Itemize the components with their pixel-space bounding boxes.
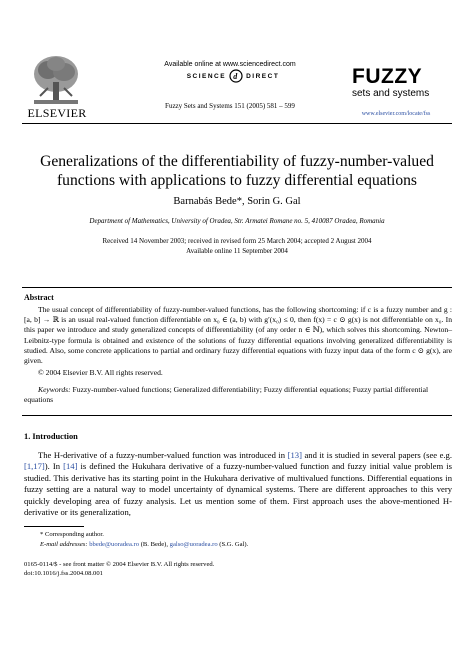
corresponding-author-note: * Corresponding author. (40, 531, 104, 538)
title-rule (22, 287, 452, 288)
keywords-list: Fuzzy-number-valued functions; Generalized differentiability; Fuzzy differential equations; Fuzzy partial differential equations (24, 385, 429, 405)
header-rule (22, 123, 452, 124)
journal-citation: Fuzzy Sets and Systems 151 (2005) 581 – 599 (165, 102, 295, 110)
publisher-name: ELSEVIER (27, 106, 87, 120)
paper-title: Generalizations of the differentiability of fuzzy-number-valued functions with applications to fuzzy differential equations (40, 153, 434, 189)
introduction-paragraph (24, 450, 452, 518)
email-owner-bede: (B. Bede), (139, 541, 170, 548)
keywords-label: Keywords: (38, 385, 71, 394)
doi-line: doi:10.1016/j.fss.2004.08.001 (24, 570, 103, 577)
sciencedirect-left: SCIENCE (186, 72, 227, 80)
intro-text-a: The H-derivative of a fuzzy-number-valued function was introduced in (38, 450, 288, 460)
keywords (24, 385, 452, 405)
abstract-rule (22, 415, 452, 416)
fuzzy-sets-systems-logo (352, 66, 434, 106)
sciencedirect-right: DIRECT (246, 72, 280, 80)
affiliation: Department of Mathematics, University of Oradea, Str. Armatei Romane no. 5, 410087 Oradea, Romania (89, 217, 385, 225)
citation-link-14[interactable]: [14] (63, 461, 78, 472)
abstract-text: The usual concept of differentiability of fuzzy-number-valued functions, has the following shortcoming: if c is a fuzzy number and g : [a, b] → ℝ is an usual real-valued function differentiable on x₀ ∈ (a, b) with g′(x₀) ≤ 0, then f(x) = c ⊙ g(x) is not differentiable on x₀. In this paper we introduce and study generalized concepts of differentiability (of any order n ∈ ℕ), which solves this shortcoming. Newton–Leibnitz-type formula is obtained and existence of the solutions of fuzzy differential equations involving generalized differentiability is studied. Also, some concrete applications to partial and ordinary fuzzy differential equations with fuzzy input data of the form c ⊙ g(x), are given. (24, 305, 452, 366)
abstract-heading: Abstract (24, 293, 54, 302)
received-dates: Received 14 November 2003; received in revised form 25 March 2004; accepted 2 August 2004 (102, 237, 372, 245)
abstract-copyright: © 2004 Elsevier B.V. All rights reserved. (38, 368, 163, 377)
intro-text-c: ). In (44, 461, 64, 472)
elsevier-tree-logo (30, 52, 82, 108)
issn-doi-block (24, 560, 214, 578)
svg-text:d: d (233, 72, 239, 81)
journal-url-link[interactable]: www.elsevier.com/locate/fss (361, 111, 431, 117)
issn-line: 0165-0114/$ - see front matter © 2004 Elsevier B.V. All rights reserved. (24, 561, 215, 568)
email-link-gal[interactable]: galso@uoradea.ro (169, 541, 218, 548)
sciencedirect-d-icon (229, 69, 243, 83)
citation-link-13[interactable]: [13] (287, 450, 302, 460)
authors: Barnabás Bede*, Sorin G. Gal (173, 196, 301, 207)
email-addresses (40, 541, 248, 548)
fuzzy-logo-title: FUZZY (352, 65, 423, 88)
email-link-bede[interactable]: bbede@uoradea.ro (89, 541, 140, 548)
available-online-text: Available online at www.sciencedirect.com (164, 61, 296, 68)
intro-text-d: is defined the Hukuhara derivative of a fuzzy-number-valued function and fuzzy initial value problem is studied. This derivative has its starting point in the Hukuhara derivative of multivalued functions. Differential equations in fuzzy setting are a natural way to model uncertainty of dynamical systems. There are different approaches to this very quickly developing area of fuzzy analysis. Let us mention some of them. First approach uses the above-mentioned H-derivative or its generalization, (24, 461, 452, 518)
footnote-rule (24, 526, 84, 527)
fuzzy-logo-subtitle: sets and systems (352, 88, 430, 99)
section-heading-introduction: 1. Introduction (24, 432, 78, 441)
email-label: E-mail addresses: (40, 541, 88, 548)
citation-link-1-17[interactable]: [1,17] (24, 461, 45, 472)
intro-text-b: and it is studied in several papers (see e.g. (301, 450, 453, 460)
online-date: Available online 11 September 2004 (186, 247, 288, 255)
sciencedirect-logo (178, 69, 288, 83)
email-owner-gal: (S.G. Gal). (217, 541, 249, 548)
article-dates (30, 236, 444, 256)
